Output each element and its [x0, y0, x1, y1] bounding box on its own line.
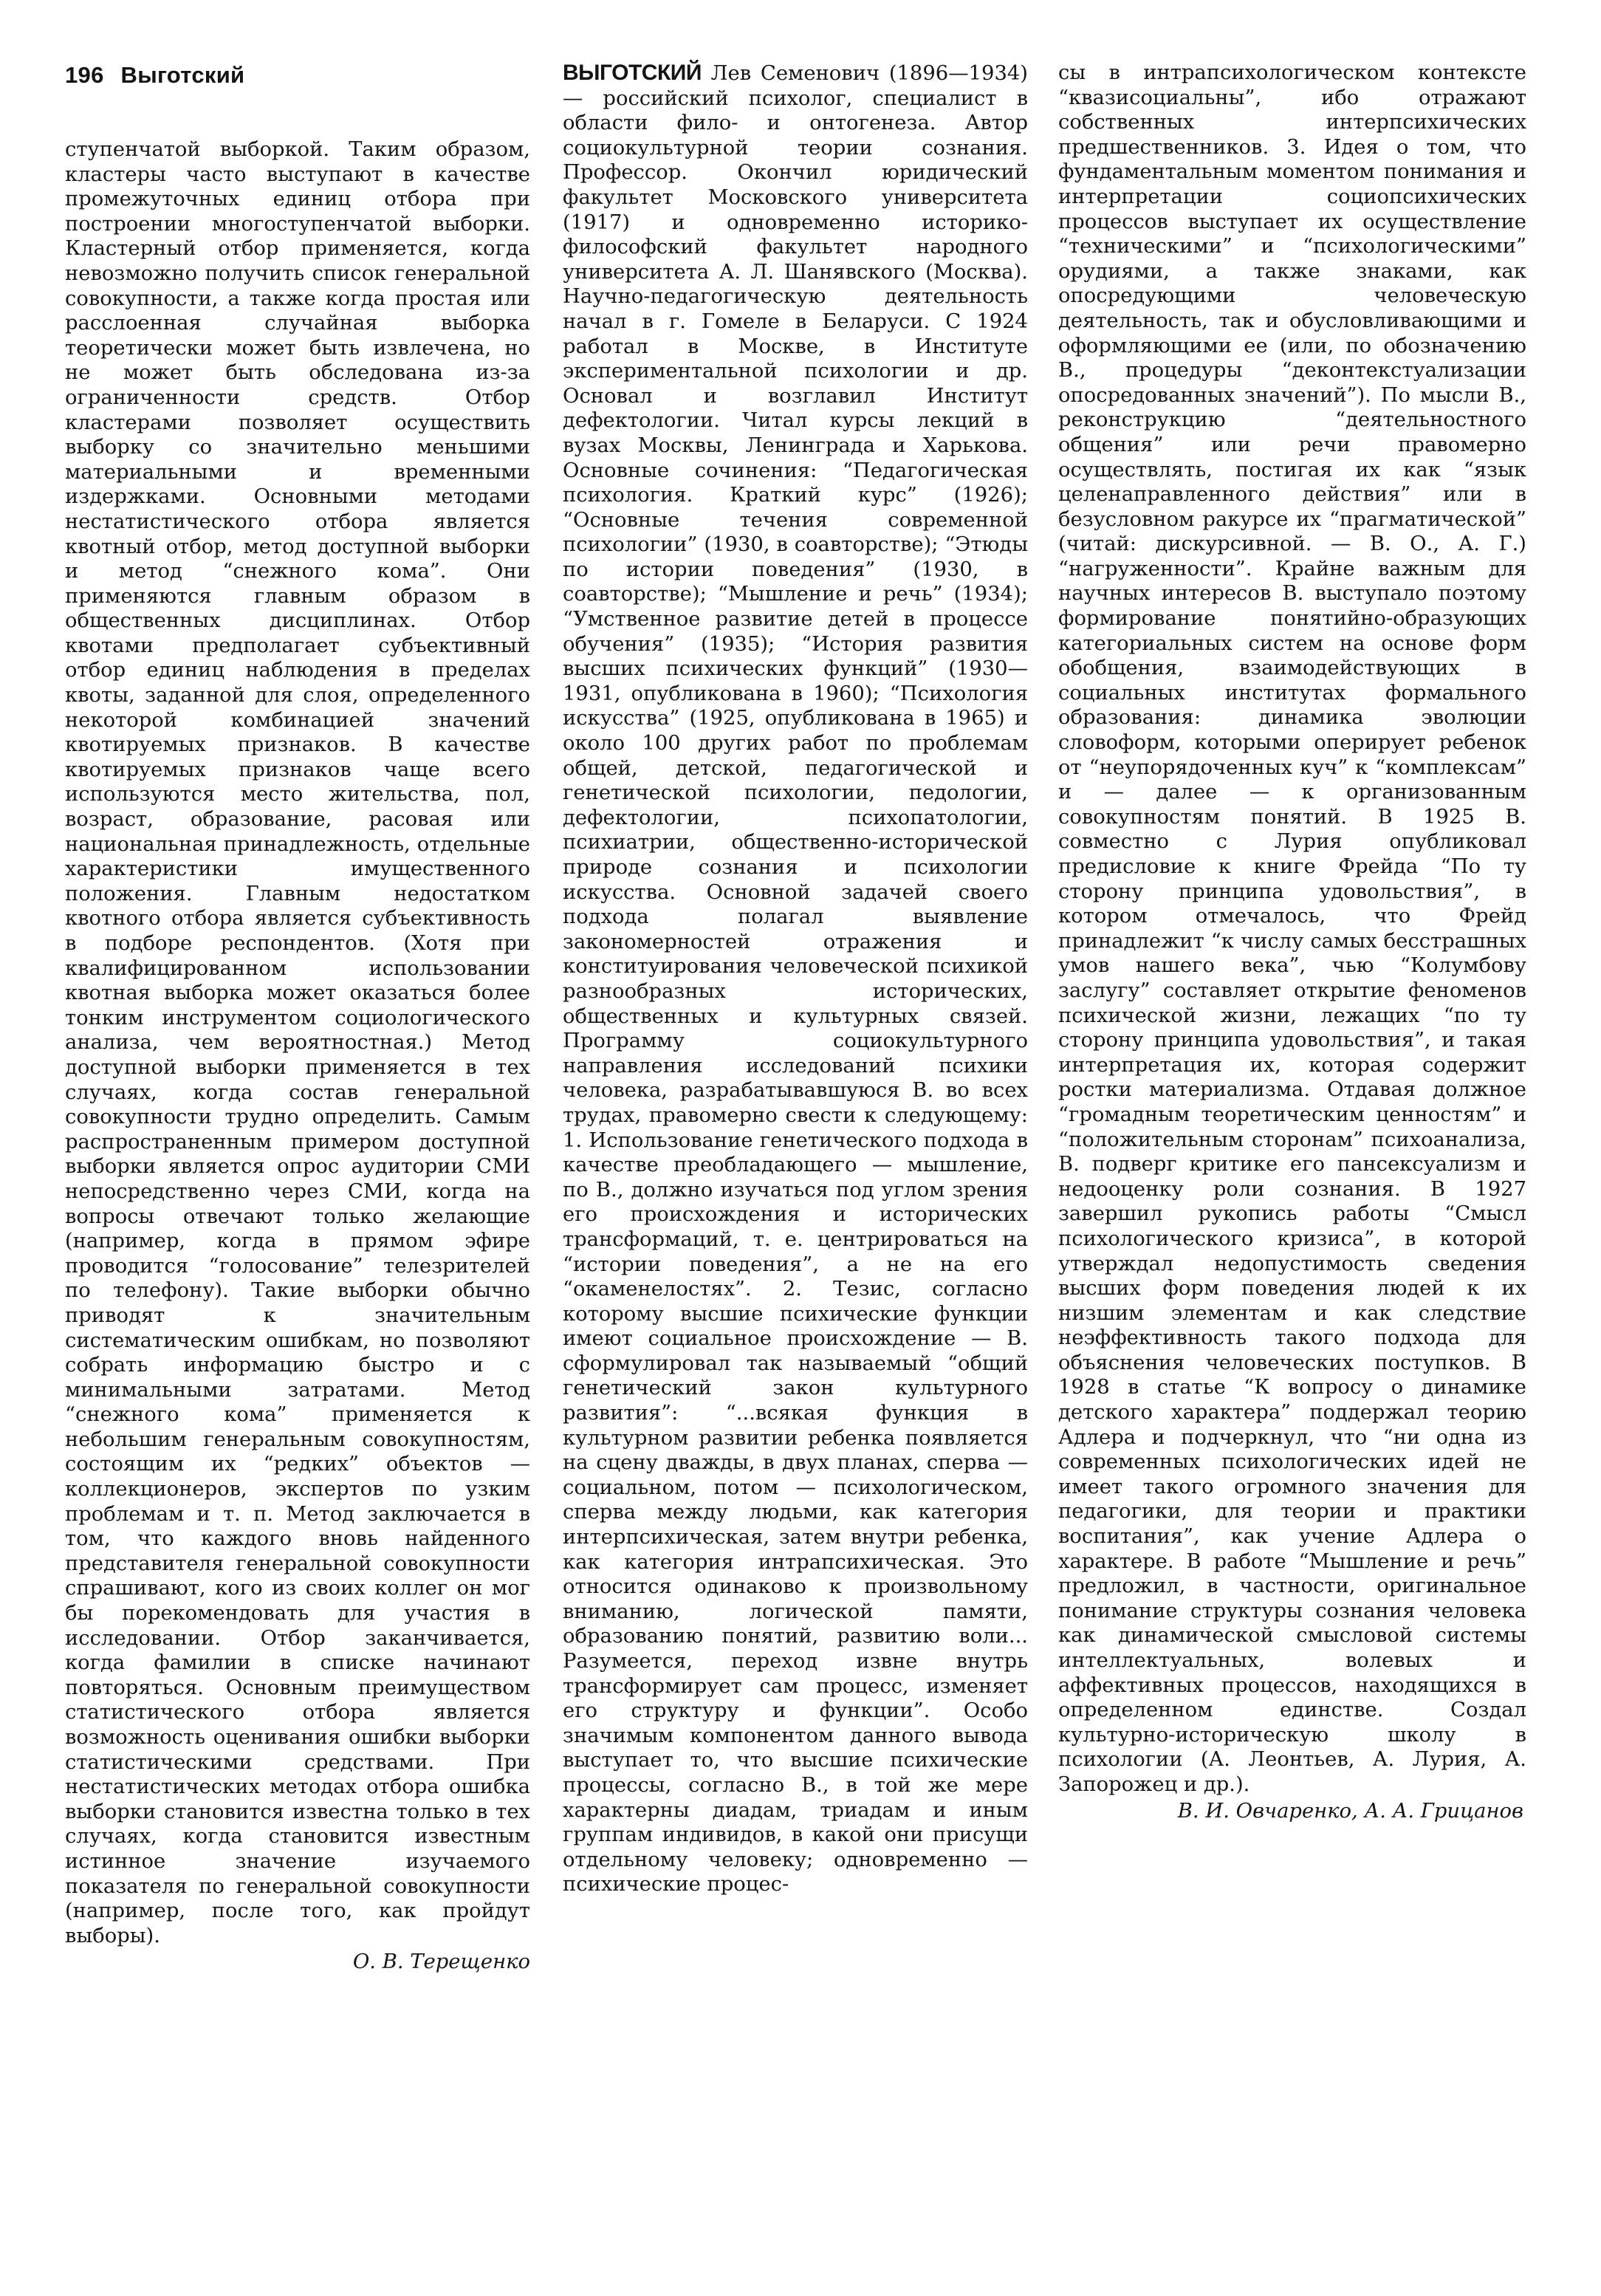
text-column-2	[563, 61, 1028, 1897]
article-body-continued: ступенчатой выборкой. Таким образом, кластеры часто выступают в качестве промежуточных единиц отбора при построении многоступенчатой выборки. Кластерный отбор применяется, когда невозможно получить список генеральной совокупности, а также когда простая или расслоенная случайная выборка теоретически может быть извлечена, но не может быть обследована из-за ограниченности средств. Отбор кластерами позволяет осуществить выборку со значительно меньшими материальными и временными издержками. Основными методами нестатистического отбора является квотный отбор, метод доступной выборки и метод “снежного кома”. Они применяются главным образом в общественных дисциплинах. Отбор квотами предполагает субъективный отбор единиц наблюдения в пределах квоты, заданной для слоя, определенного некоторой комбинацией значений квотируемых признаков. В качестве квотируемых признаков чаще всего используются место жительства, пол, возраст, образование, расовая или национальная принадлежность, отдельные характеристики имущественного положения. Главным недостатком квотного отбора является субъективность в подборе респондентов. (Хотя при квалифицированном использовании квотная выборка может оказаться более тонким инструментом социологического анализа, чем вероятностная.) Метод доступной выборки применяется в тех случаях, когда состав генеральной совокупности трудно определить. Самым распространенным примером доступной выборки является опрос аудитории СМИ непосредственно через СМИ, когда на вопросы отвечают только желающие (например, когда в прямом эфире проводится “голосование” телезрителей по телефону). Такие выборки обычно приводят к значительным систематическим ошибкам, но позволяют собрать информацию быстро и с минимальными затратами. Метод “снежного кома” применяется к небольшим генеральным совокупностям, состоящим их “редких” объектов — коллекционеров, экспертов по узким проблемам и т. п. Метод заключается в том, что каждого вновь найденного представителя генеральной совокупности спрашивают, кого из своих коллег он мог бы порекомендовать для участия в исследовании. Отбор заканчивается, когда фамилии в списке начинают повторяться. Основным преимуществом статистического отбора является возможность оценивания ошибки выборки статистическими средствами. При нестатистических методах отбора ошибка выборки становится известна только в тех случаях, когда становится известным истинное значение изучаемого показателя по генеральной совокупности (например, после того, как пройдут выборы).	[65, 138, 530, 1947]
text-column-3	[1058, 61, 1526, 1823]
entry-body-part1: Лев Семенович (1896—1934) — российский психолог, специалист в области фило- и онтогенеза. Автор социокультурной теории сознания. Профессор. Окончил юридический факультет Московского университета (1917) и одновременно историко-философский факультет народного университета А. Л. Шанявского (Москва). Научно-педагогическую деятельность начал в г. Гомеле в Беларуси. С 1924 работал в Москве, в Институте экспериментальной психологии и др. Основал и возглавил Институт дефектологии. Читал курсы лекций в вузах Москвы, Ленинграда и Харькова. Основные сочинения: “Педагогическая психология. Краткий курс” (1926); “Основные течения современной психологии” (1930, в соавторстве); “Этюды по истории поведения” (1930, в соавторстве); “Мышление и речь” (1934); “Умственное развитие детей в процессе обучения” (1935); “История развития высших психических функций” (1930—1931, опубликована в 1960); “Психология искусства” (1925, опубликована в 1965) и около 100 других работ по проблемам общей, детской, педагогической и генетической психологии, педологии, дефектологии, психопатологии, психиатрии, общественно-исторической природе сознания и психологии искусства. Основной задачей своего подхода полагал выявление закономерностей отражения и конституирования человеческой психикой разнообразных исторических, общественных и культурных связей. Программу социокультурного направления исследований психики человека, разрабатывавшуюся В. во всех трудах, правомерно свести к следующему: 1. Использование генетического подхода в качестве преобладающего — мышление, по В., должно изучаться под углом зрения его происхождения и исторических трансформаций, т. е. центрироваться на “истории поведения”, а не на его “окаменелостях”. 2. Тезис, согласно которому высшие психические функции имеют социальное происхождение — В. сформулировал так называемый “общий генетический закон культурного развития”: “...всякая функция в культурном развитии ребенка появляется на сцену дважды, в двух планах, сперва — социальном, потом — психологическом, сперва между людьми, как категория интерпсихическая, затем внутри ребенка, как категория интрапсихическая. Это относится одинаково к произвольному вниманию, логической памяти, образованию понятий, развитию воли... Разумеется, переход извне внутрь трансформирует сам процесс, изменяет его структуру и функции”. Особо значимым компонентом данного вывода выступает то, что высшие психические процессы, согласно В., в той же мере характерны диадам, триадам и иным группам индивидов, в какой они присущи отдельному человеку; одновременно — психические процес-	[563, 62, 1028, 1896]
running-title: Выготский	[120, 62, 245, 88]
text-column-1	[65, 137, 530, 1975]
running-header	[65, 62, 244, 89]
page-number: 196	[65, 62, 104, 88]
entry-body-part2: сы в интрапсихологическом контексте “квазисоциальны”, ибо отражают собственных интерпсихических предшественников. 3. Идея о том, что фундаментальным моментом понимания и интерпретации социопсихических процессов выступает их осуществление “техническими” и “психологическими” орудиями, а также знаками, как опосредующими человеческую деятельность, так и обусловливающими и оформляющими ее (или, по обозначению В., процедуры “деконтекстуализации опосредованных значений”). По мысли В., реконструкцию “деятельностного общения” или речи правомерно осуществлять, постигая их как “язык целенаправленного действия” или в безусловном ракурсе их “прагматической” (читай: дискурсивной. — В. О., А. Г.) “нагруженности”. Крайне важным для научных интересов В. выступало поэтому формирование понятийно-образующих категориальных систем на основе форм обобщения, взаимодействующих в социальных институтах формального образования: динамика эволюции словоформ, которыми оперирует ребенок от “неупорядоченных куч” к “комплексам” и — далее — к организованным совокупностям понятий. В 1925 В. совместно с Лурия опубликовал предисловие к книге Фрейда “По ту сторону принципа удовольствия”, в котором отмечалось, что Фрейд принадлежит “к числу самых бесстрашных умов нашего века”, чью “Колумбову заслугу” составляет открытие феноменов психической жизни, лежащих “по ту сторону принципа удовольствия”, и такая интерпретация их, которая содержит ростки материализма. Отдавая должное “громадным теоретическим ценностям” и “положительным сторонам” психоанализа, В. подверг критике его пансексуализм и недооценку роли сознания. В 1927 завершил рукопись работы “Смысл психологического кризиса”, в которой утверждал недопустимость сведения высших форм поведения людей к их низшим элементам и как следствие неэффективность такого подхода для объяснения человеческих поступков. В 1928 в статье “К вопросу о динамике детского характера” поддержал теорию Адлера и подчеркнул, что “ни одна из современных психологических идей не имеет такого огромного значения для педагогики, для теории и практики воспитания”, как учение Адлера о характере. В работе “Мышление и речь” предложил, в частности, оригинальное понимание структуры сознания человека как динамической смысловой системы интеллектуальных, волевых и аффективных процессов, находящихся в определенном единстве. Создал культурно-историческую школу в психологии (А. Леонтьев, А. Лурия, А. Запорожец и др.).	[1058, 61, 1526, 1796]
entry-paragraph	[563, 61, 1028, 1897]
article-author: О. В. Терещенко	[352, 1950, 530, 1974]
entry-author: В. И. Овчаренко, А. А. Грицанов	[1177, 1799, 1523, 1823]
entry-headword: ВЫГОТСКИЙ	[563, 61, 702, 85]
